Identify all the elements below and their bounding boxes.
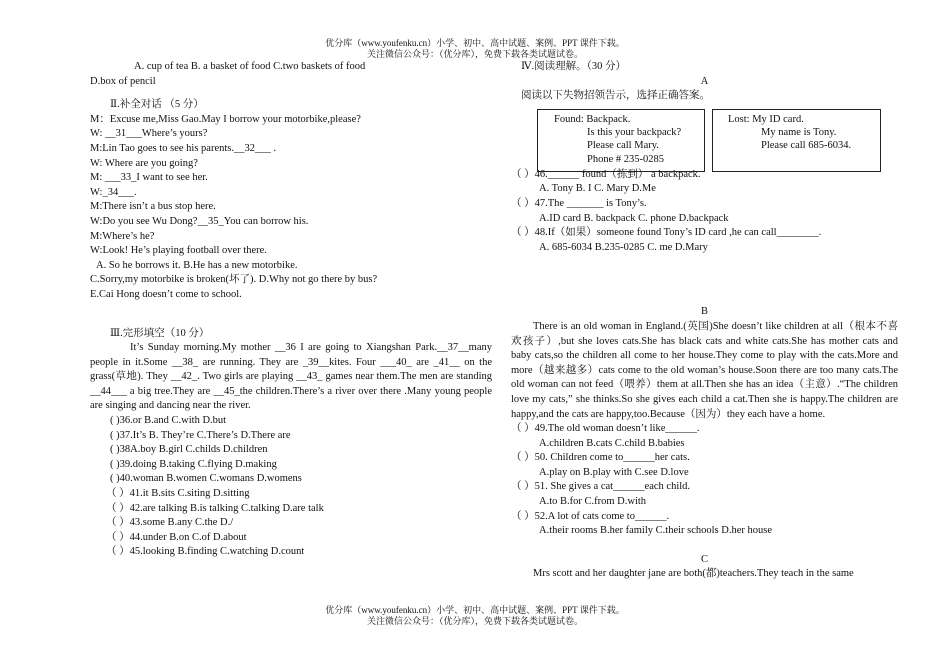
cloze-question: ( )37.It’s B. They’re C.There’s D.There are	[110, 429, 291, 441]
reading-options: A. Tony B. I C. Mary D.Me	[539, 183, 656, 195]
reading-options: A.play on B.play with C.see D.love	[539, 466, 689, 478]
lost-notice-line: Please call 685-6034.	[761, 140, 852, 152]
dialogue-line: W: Where are you going?	[90, 157, 198, 169]
passage-c: Mrs scott and her daughter jane are both(都)teachers.They teach in the same	[533, 568, 854, 580]
lost-notice-line: Lost: My ID card.	[728, 114, 804, 125]
dialogue-line: M:Lin Tao goes to see his parents.__32___ .	[90, 142, 277, 154]
left-column	[90, 60, 492, 560]
part-a-intro: 阅读以下失物招领告示，选择正确答案。	[521, 90, 710, 102]
reading-question: （ ）50. Children come to______her cats.	[511, 452, 690, 464]
found-notice	[537, 109, 705, 172]
dialogue-option: C.Sorry,my motorbike is broken(坏了). D.Why not go there by bus?	[90, 274, 378, 286]
cloze-question: （ ）42.are talking B.is talking C.talking D.are talk	[106, 502, 324, 514]
dialogue-line: W:Do you see Wu Dong?__35_You can borrow his.	[90, 215, 309, 227]
cloze-question: ( )38A.boy B.girl C.childs D.children	[110, 444, 268, 456]
option-line: D.box of pencil	[90, 75, 156, 87]
dialogue-line: M：Excuse me,Miss Gao.May I borrow your motorbike,please?	[90, 113, 361, 125]
part-b-heading: B	[700, 306, 708, 318]
reading-question: （ ）47.The _______ is Tony’s.	[511, 197, 647, 209]
reading-options: A.their rooms B.her family C.their schools D.her house	[539, 525, 772, 537]
passage-b: There is an old woman in England.(英国)She doesn’t like children at all（根本不喜欢孩子）,but she loves cats.She has black cats and white cats.She has mother cats and baby cats,so the children all come to her house.They come to play with the cats.More and more（越来越多）cats come to the old woman’s house.Soon there are too many cats.The old woman can not feed（喂养）them at all.Then she has an idea（主意）.“The children love my cats,” she thinks.So she gives each child a cat.Then she is happy.The children are happy,and the cats are happy,too.Because（因为）they each have a home.	[511, 320, 898, 420]
dialogue-option: E.Cai Hong doesn’t come to school.	[90, 288, 242, 300]
dialogue-line: W:Look! He’s playing football over there.	[90, 245, 267, 257]
cloze-question: ( )40.woman B.women C.womans D.womens	[110, 473, 302, 485]
header-line-2: 关注微信公众号：（优分库），免费下载各类试题试卷。	[366, 49, 583, 59]
option-line: A. cup of tea B. a basket of food C.two baskets of food	[134, 61, 366, 72]
dialogue-line: M: ___33_I want to see her.	[90, 172, 208, 184]
cloze-question: （ ）41.it B.sits C.siting D.sitting	[106, 488, 250, 500]
reading-options: A. 685-6034 B.235-0285 C. me D.Mary	[539, 241, 708, 253]
cloze-question: ( )36.or B.and C.with D.but	[110, 415, 227, 427]
dialogue-option: A. So he borrows it. B.He has a new motorbike.	[96, 259, 298, 271]
reading-question: （ ）49.The old woman doesn’t like______.	[511, 423, 700, 435]
reading-question: （ ）46.______ found（拣到） a backpack.	[511, 168, 701, 180]
section-4-title: Ⅳ.阅读理解。（30 分）	[521, 61, 626, 72]
footer-line-1: 优分库（www.youfenku.cn）小学、初中、高中试题、案例、PPT 课件下载。	[325, 605, 625, 615]
found-notice-line: Is this your backpack?	[587, 127, 682, 139]
section-2-title: Ⅱ.补全对话 （5 分）	[110, 99, 204, 111]
reading-options: A.children B.cats C.child B.babies	[539, 437, 685, 449]
found-notice-line: Phone # 235-0285	[587, 153, 664, 165]
cloze-passage: It’s Sunday morning.My mother __36 I are going to Xiangshan Park.__37__many people in it.Some __38_ are running. They are _39__kites. Four ___40_ are _41__ on the grass(草地). They __42_. Two girls are playing __43_ games near them.The men are standing __44___ a big tree.They are __45_the children.There’s a river over there .Many young people are singing and dancing near the river.	[90, 342, 492, 412]
dialogue-line: M:Where’s he?	[90, 230, 155, 242]
cloze-question: ( )39.doing B.taking C.flying D.making	[110, 458, 277, 470]
part-c-heading: C	[700, 553, 708, 565]
cloze-question: （ ）45.looking B.finding C.watching D.count	[106, 546, 305, 558]
reading-question: （ ）48.If（如果）someone found Tony’s ID card ,he can call________.	[511, 227, 822, 239]
header-line-1: 优分库（www.youfenku.cn）小学、初中、高中试题、案例、PPT 课件下载。	[325, 38, 625, 48]
part-a-heading: A	[700, 75, 709, 87]
reading-question: （ ）51. She gives a cat______each child.	[511, 481, 691, 493]
cloze-question: （ ）44.under B.on C.of D.about	[106, 531, 247, 543]
found-notice-line: Found: Backpack.	[554, 114, 631, 125]
lost-notice-line: My name is Tony.	[761, 127, 837, 139]
reading-question: （ ）52.A lot of cats come to______.	[511, 510, 670, 522]
reading-options: A.ID card B. backpack C. phone D.backpack	[539, 212, 729, 224]
footer-line-2: 关注微信公众号：（优分库），免费下载各类试题试卷。	[366, 616, 583, 626]
section-3-title: Ⅲ.完形填空（10 分）	[110, 327, 210, 339]
dialogue-line: M:There isn’t a bus stop here.	[90, 201, 216, 213]
lost-notice	[712, 109, 881, 172]
dialogue-line: W:_34___.	[90, 186, 137, 198]
dialogue-line: W: __31___Where’s yours?	[90, 128, 208, 140]
found-notice-line: Please call Mary.	[587, 140, 659, 152]
cloze-question: （ ）43.some B.any C.the D./	[106, 517, 234, 529]
reading-options: A.to B.for C.from D.with	[539, 496, 647, 508]
